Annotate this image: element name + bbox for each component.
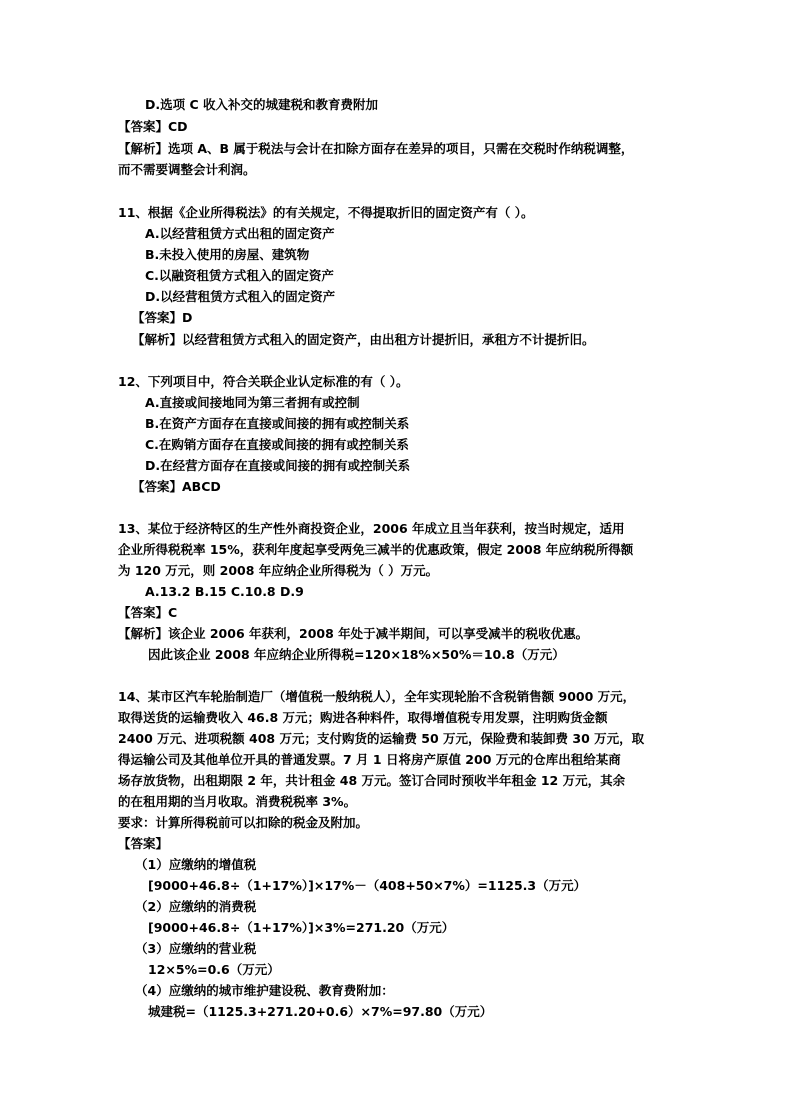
q14-item-4-title: （4）应缴纳的城市维护建设税、教育费附加： (135, 983, 394, 998)
q14-item-1-formula: [9000+46.8÷（1+17%）]×17%－（408+50×7%）=1125.3（万元） (148, 878, 587, 893)
q13-stem-line-2: 企业所得税税率 15%，获利年度起享受两免三减半的优惠政策，假定 2008 年应纳税所得额 (118, 542, 634, 557)
q11-option-b: B.未投入使用的房屋、建筑物 (145, 247, 310, 262)
q11-option-a: A.以经营租赁方式出租的固定资产 (145, 226, 335, 241)
q11-analysis: 【解析】以经营租赁方式租入的固定资产，由出租方计提折旧，承租方不计提折旧。 (132, 332, 595, 347)
q12-stem: 12、下列项目中，符合关联企业认定标准的有（ ）。 (118, 374, 409, 389)
q11-option-d: D.以经营租赁方式租入的固定资产 (145, 289, 336, 304)
q14-stem-line-4: 得运输公司及其他单位开具的普通发票。7 月 1 日将房产原值 200 万元的仓库出租给某商 (118, 752, 621, 767)
q11-stem: 11、根据《企业所得税法》的有关规定，不得提取折旧的固定资产有（ ）。 (118, 205, 534, 220)
q13-analysis-line-1: 【解析】该企业 2006 年获利，2008 年处于减半期间，可以享受减半的税收优惠。 (118, 626, 589, 641)
q14-stem-line-1: 14、某市区汽车轮胎制造厂（增值税一般纳税人），全年实现轮胎不含税销售额 9000 万元， (118, 689, 636, 704)
q13-options: A.13.2 B.15 C.10.8 D.9 (145, 584, 304, 599)
q14-item-4-formula: 城建税=（1125.3+271.20+0.6）×7%=97.80（万元） (148, 1004, 493, 1019)
q14-item-2-formula: [9000+46.8÷（1+17%）]×3%=271.20（万元） (148, 920, 455, 935)
q10-analysis-line-1: 【解析】选项 A、B 属于税法与会计在扣除方面存在差异的项目，只需在交税时作纳税调整， (118, 141, 634, 156)
q13-stem-line-1: 13、某位于经济特区的生产性外商投资企业，2006 年成立且当年获利，按当时规定，适用 (118, 521, 625, 536)
q11-answer: 【答案】D (132, 310, 193, 325)
q14-stem-line-3: 2400 万元、进项税额 408 万元；支付购货的运输费 50 万元，保险费和装卸费 30 万元，取 (118, 731, 645, 746)
q14-stem-line-6: 的在租用期的当月收取。消费税税率 3%。 (118, 794, 357, 809)
q10-option-d: D.选项 C 收入补交的城建税和教育费附加 (145, 97, 379, 112)
q13-answer: 【答案】C (118, 605, 178, 620)
q14-item-1-title: （1）应缴纳的增值税 (135, 857, 257, 872)
q12-option-b: B.在资产方面存在直接或间接的拥有或控制关系 (145, 416, 410, 431)
q14-item-3-formula: 12×5%=0.6（万元） (148, 962, 280, 977)
q14-stem-line-5: 场存放货物，出租期限 2 年，共计租金 48 万元。签订合同时预收半年租金 12 万元，其余 (118, 773, 626, 788)
q14-stem-line-2: 取得送货的运输费收入 46.8 万元；购进各种料件，取得增值税专用发票，注明购货金额 (118, 710, 608, 725)
q14-requirement: 要求：计算所得税前可以扣除的税金及附加。 (118, 815, 369, 830)
q14-item-3-title: （3）应缴纳的营业税 (135, 941, 257, 956)
q12-option-c: C.在购销方面存在直接或间接的拥有或控制关系 (145, 437, 409, 452)
q14-item-2-title: （2）应缴纳的消费税 (135, 899, 257, 914)
q13-analysis-line-2: 因此该企业 2008 年应纳企业所得税=120×18%×50%＝10.8（万元） (148, 647, 565, 662)
q11-option-c: C.以融资租赁方式租入的固定资产 (145, 268, 334, 283)
q10-answer: 【答案】CD (118, 119, 188, 134)
q10-analysis-line-2: 而不需要调整会计利润。 (118, 162, 256, 177)
q12-option-d: D.在经营方面存在直接或间接的拥有或控制关系 (145, 458, 411, 473)
q13-stem-line-3: 为 120 万元，则 2008 年应纳企业所得税为（ ）万元。 (118, 563, 439, 578)
q12-option-a: A.直接或间接地同为第三者拥有或控制 (145, 395, 360, 410)
q14-answer-label: 【答案】 (118, 836, 169, 851)
q12-answer: 【答案】ABCD (132, 479, 221, 494)
